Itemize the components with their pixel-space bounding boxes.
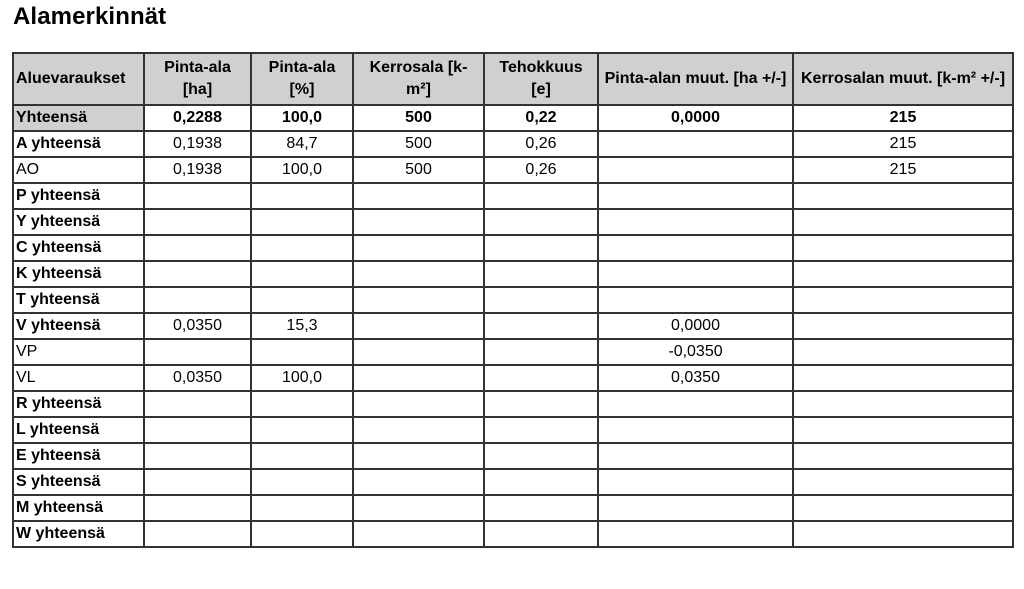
floor-area-cell	[353, 521, 484, 547]
column-header-floor-area: Kerrosala [k-m²]	[353, 53, 484, 105]
area-ha-cell	[144, 287, 251, 313]
table-row	[13, 287, 1013, 313]
area-pct-cell	[251, 521, 353, 547]
area-change-cell	[598, 261, 793, 287]
floor-area-cell: 500	[353, 157, 484, 183]
area-pct-cell	[251, 235, 353, 261]
area-ha-cell	[144, 183, 251, 209]
row-label: T yhteensä	[13, 287, 144, 313]
floor-change-cell: 215	[793, 157, 1013, 183]
area-change-cell	[598, 391, 793, 417]
area-pct-cell	[251, 339, 353, 365]
table-row	[13, 469, 1013, 495]
table-row	[13, 183, 1013, 209]
area-pct-cell	[251, 495, 353, 521]
floor-area-cell	[353, 261, 484, 287]
area-ha-cell	[144, 261, 251, 287]
floor-change-cell	[793, 365, 1013, 391]
column-header-floor-change: Kerrosalan muut. [k-m² +/-]	[793, 53, 1013, 105]
area-ha-cell	[144, 391, 251, 417]
row-label: VP	[13, 339, 144, 365]
area-ha-cell	[144, 521, 251, 547]
area-pct-cell: 100,0	[251, 157, 353, 183]
area-ha-cell	[144, 209, 251, 235]
floor-area-cell: 500	[353, 131, 484, 157]
floor-area-cell	[353, 365, 484, 391]
area-change-cell: 0,0000	[598, 105, 793, 131]
efficiency-cell	[484, 261, 598, 287]
floor-area-cell	[353, 391, 484, 417]
area-change-cell	[598, 157, 793, 183]
efficiency-cell	[484, 417, 598, 443]
table-row	[13, 209, 1013, 235]
floor-change-cell	[793, 443, 1013, 469]
row-label: L yhteensä	[13, 417, 144, 443]
table-row	[13, 521, 1013, 547]
floor-change-cell: 215	[793, 131, 1013, 157]
floor-area-cell	[353, 495, 484, 521]
area-pct-cell	[251, 209, 353, 235]
row-label: M yhteensä	[13, 495, 144, 521]
area-change-cell	[598, 235, 793, 261]
efficiency-cell	[484, 235, 598, 261]
floor-area-cell	[353, 235, 484, 261]
area-change-cell	[598, 183, 793, 209]
table-row	[13, 313, 1013, 339]
table-row	[13, 391, 1013, 417]
row-label: A yhteensä	[13, 131, 144, 157]
area-ha-cell: 0,2288	[144, 105, 251, 131]
area-ha-cell	[144, 469, 251, 495]
floor-area-cell	[353, 209, 484, 235]
floor-area-cell	[353, 469, 484, 495]
floor-area-cell	[353, 183, 484, 209]
area-ha-cell: 0,1938	[144, 157, 251, 183]
column-header-efficiency: Tehokkuus [e]	[484, 53, 598, 105]
floor-change-cell	[793, 183, 1013, 209]
row-label: E yhteensä	[13, 443, 144, 469]
area-ha-cell: 0,1938	[144, 131, 251, 157]
area-ha-cell	[144, 495, 251, 521]
row-label: Y yhteensä	[13, 209, 144, 235]
efficiency-cell	[484, 469, 598, 495]
floor-change-cell: 215	[793, 105, 1013, 131]
efficiency-cell	[484, 339, 598, 365]
area-change-cell	[598, 443, 793, 469]
floor-change-cell	[793, 235, 1013, 261]
area-pct-cell	[251, 443, 353, 469]
area-ha-cell	[144, 443, 251, 469]
area-ha-cell	[144, 235, 251, 261]
efficiency-cell	[484, 391, 598, 417]
floor-area-cell	[353, 287, 484, 313]
area-pct-cell: 84,7	[251, 131, 353, 157]
table-row	[13, 261, 1013, 287]
floor-change-cell	[793, 261, 1013, 287]
floor-change-cell	[793, 339, 1013, 365]
table-row	[13, 339, 1013, 365]
area-pct-cell: 100,0	[251, 105, 353, 131]
table-row	[13, 443, 1013, 469]
efficiency-cell	[484, 287, 598, 313]
efficiency-cell	[484, 521, 598, 547]
row-label: V yhteensä	[13, 313, 144, 339]
area-ha-cell: 0,0350	[144, 313, 251, 339]
area-change-cell	[598, 287, 793, 313]
floor-area-cell: 500	[353, 105, 484, 131]
row-label: R yhteensä	[13, 391, 144, 417]
floor-change-cell	[793, 209, 1013, 235]
column-header-area-pct: Pinta-ala [%]	[251, 53, 353, 105]
area-pct-cell: 100,0	[251, 365, 353, 391]
column-header-aluevaraukset: Aluevaraukset	[13, 53, 144, 105]
area-change-cell: -0,0350	[598, 339, 793, 365]
floor-area-cell	[353, 417, 484, 443]
column-header-area-change: Pinta-alan muut. [ha +/-]	[598, 53, 793, 105]
efficiency-cell	[484, 365, 598, 391]
efficiency-cell: 0,22	[484, 105, 598, 131]
efficiency-cell	[484, 313, 598, 339]
area-change-cell	[598, 131, 793, 157]
table-row	[13, 131, 1013, 157]
area-pct-cell	[251, 183, 353, 209]
efficiency-cell	[484, 495, 598, 521]
area-change-cell: 0,0000	[598, 313, 793, 339]
page-title: Alamerkinnät	[13, 3, 167, 30]
row-label: P yhteensä	[13, 183, 144, 209]
table-row	[13, 417, 1013, 443]
area-ha-cell: 0,0350	[144, 365, 251, 391]
area-pct-cell	[251, 417, 353, 443]
area-ha-cell	[144, 417, 251, 443]
table-row	[13, 157, 1013, 183]
row-label: S yhteensä	[13, 469, 144, 495]
table-row	[13, 365, 1013, 391]
row-label: Yhteensä	[13, 105, 144, 131]
area-change-cell	[598, 521, 793, 547]
area-change-cell	[598, 495, 793, 521]
column-header-area-ha: Pinta-ala [ha]	[144, 53, 251, 105]
floor-area-cell	[353, 443, 484, 469]
area-change-cell	[598, 209, 793, 235]
efficiency-cell: 0,26	[484, 131, 598, 157]
row-label: C yhteensä	[13, 235, 144, 261]
area-pct-cell	[251, 469, 353, 495]
row-label: VL	[13, 365, 144, 391]
area-pct-cell	[251, 391, 353, 417]
area-change-cell	[598, 469, 793, 495]
area-pct-cell	[251, 287, 353, 313]
efficiency-cell	[484, 443, 598, 469]
floor-change-cell	[793, 495, 1013, 521]
row-label: W yhteensä	[13, 521, 144, 547]
table-row	[13, 105, 1013, 131]
floor-area-cell	[353, 313, 484, 339]
efficiency-cell	[484, 209, 598, 235]
floor-change-cell	[793, 391, 1013, 417]
floor-change-cell	[793, 469, 1013, 495]
area-reservation-table	[12, 52, 1014, 548]
area-ha-cell	[144, 339, 251, 365]
efficiency-cell: 0,26	[484, 157, 598, 183]
floor-change-cell	[793, 417, 1013, 443]
floor-change-cell	[793, 313, 1013, 339]
area-change-cell	[598, 417, 793, 443]
floor-change-cell	[793, 287, 1013, 313]
floor-change-cell	[793, 521, 1013, 547]
floor-area-cell	[353, 339, 484, 365]
row-label: K yhteensä	[13, 261, 144, 287]
area-pct-cell: 15,3	[251, 313, 353, 339]
row-label: AO	[13, 157, 144, 183]
table-body	[13, 105, 1013, 547]
header-row	[13, 53, 1013, 105]
area-pct-cell	[251, 261, 353, 287]
table-row	[13, 495, 1013, 521]
efficiency-cell	[484, 183, 598, 209]
table-row	[13, 235, 1013, 261]
area-change-cell: 0,0350	[598, 365, 793, 391]
